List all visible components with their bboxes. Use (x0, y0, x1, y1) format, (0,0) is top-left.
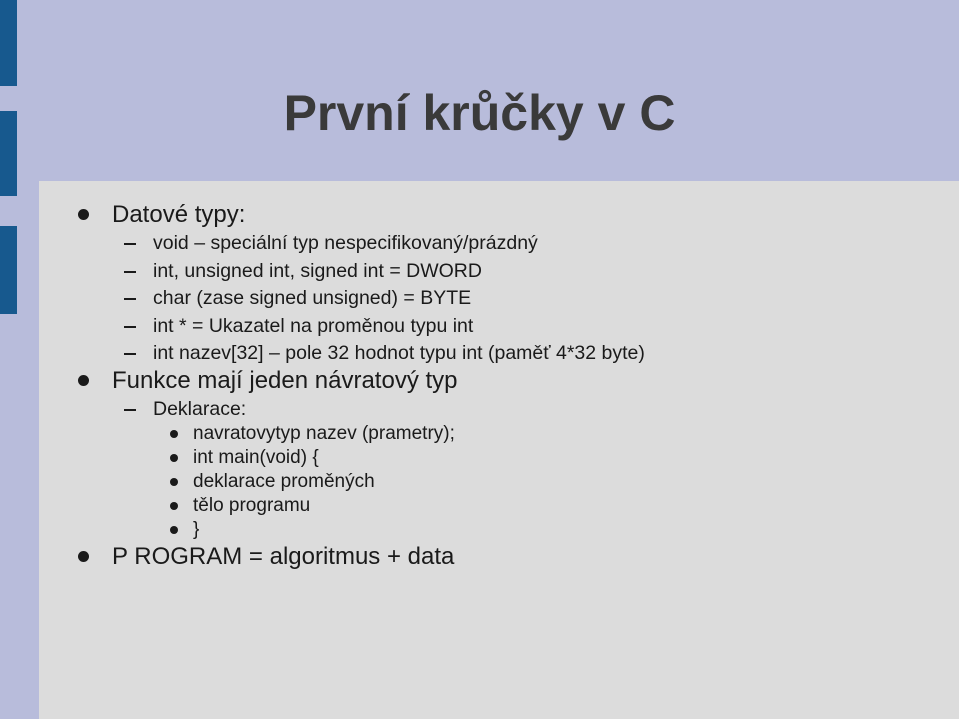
dash-icon (124, 353, 136, 355)
bullet-icon (170, 526, 178, 534)
bullet-program: P ROGRAM = algoritmus + data (112, 543, 455, 570)
bullet-funkce: Funkce mají jeden návratový typ (112, 367, 458, 394)
bullet-icon (78, 375, 89, 386)
sub-bullet-pointer: int * = Ukazatel na proměnou typu int (153, 315, 474, 337)
decor-stripe-3 (0, 226, 17, 314)
bullet-datove-typy: Datové typy: (112, 201, 246, 228)
sub-bullet-void: void – speciální typ nespecifikovaný/prázdný (153, 232, 538, 254)
dash-icon (124, 409, 136, 411)
decor-stripe-1 (0, 0, 17, 86)
bullet-icon (170, 502, 178, 510)
code-line-body: tělo programu (193, 495, 311, 516)
bullet-icon (170, 454, 178, 462)
bullet-icon (170, 478, 178, 486)
code-line-prototype: navratovytyp nazev (prametry); (193, 423, 455, 444)
sub-bullet-int: int, unsigned int, signed int = DWORD (153, 260, 482, 282)
bullet-icon (170, 430, 178, 438)
slide-title: První krůčky v C (283, 85, 676, 141)
sub-bullet-char: char (zase signed unsigned) = BYTE (153, 287, 472, 309)
bullet-icon (78, 209, 89, 220)
code-line-close: } (193, 519, 200, 540)
dash-icon (124, 298, 136, 300)
dash-icon (124, 243, 136, 245)
bullet-icon (78, 551, 89, 562)
sub-bullet-deklarace: Deklarace: (153, 398, 247, 420)
code-line-main: int main(void) { (193, 447, 319, 468)
code-line-declarations: deklarace proměných (193, 471, 375, 492)
dash-icon (124, 271, 136, 273)
dash-icon (124, 326, 136, 328)
sub-bullet-array: int nazev[32] – pole 32 hodnot typu int (paměť 4*32 byte) (153, 342, 645, 364)
